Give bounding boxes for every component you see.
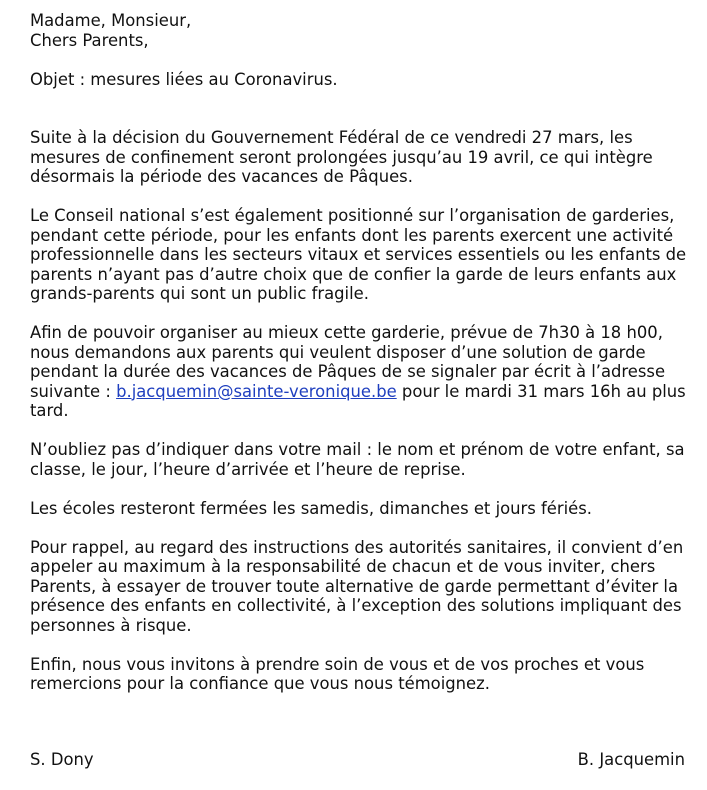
paragraph-line: grands-parents qui sont un public fragile. [30, 284, 369, 303]
paragraph-line: appeler au maximum à la responsabilité de chacun et de vous inviter, chers [30, 557, 656, 576]
paragraph-conseil [30, 206, 700, 304]
paragraph-line: classe, le jour, l’heure d’arrivée et l’heure de reprise. [30, 459, 466, 479]
paragraph-line: présence des enfants en collectivité, à l’exception des solutions impliquant des [30, 596, 682, 615]
paragraph-line: pendant la durée des vacances de Pâques de se signaler par écrit à l’adresse [30, 362, 666, 381]
paragraph-line: pendant cette période, pour les enfants dont les parents exercent une activité [30, 225, 674, 245]
paragraph-line: Enfin, nous vous invitons à prendre soin de vous et de vos proches et vous [30, 654, 645, 674]
paragraph-line: parents n’ayant pas d’autre choix que de confier la garde de leurs enfants aux [30, 264, 677, 284]
paragraph-line: Le Conseil national s’est également positionné sur l’organisation de garderies, [30, 206, 675, 225]
paragraph-line: mesures de confinement seront prolongées jusqu’au 19 avril, ce qui intègre [30, 147, 653, 167]
paragraph-fermeture [30, 499, 700, 519]
paragraph-line-email [30, 382, 700, 402]
paragraph-line: désormais la période des vacances de Pâques. [30, 167, 413, 186]
email-prefix: suivante : [30, 381, 117, 401]
paragraph-garderie [30, 323, 700, 421]
paragraph-line: tard. [30, 401, 69, 420]
subject-line: Objet : mesures liées au Coronavirus. [30, 69, 338, 89]
salutation-line: Chers Parents, [30, 30, 149, 50]
paragraph-line: remercions pour la confiance que vous nous témoignez. [30, 674, 490, 693]
paragraph-line: Pour rappel, au regard des instructions des autorités sanitaires, il convient d’en [30, 537, 684, 557]
paragraph-line: professionnelle dans les secteurs vitaux et services essentiels ou les enfants de [30, 245, 687, 264]
signature-right: B. Jacquemin [577, 750, 685, 769]
paragraph-line: Suite à la décision du Gouvernement Fédéral de ce vendredi 27 mars, les [30, 128, 633, 147]
signature-left: S. Dony [30, 750, 94, 769]
paragraph-line: Les écoles resteront fermées les samedis, dimanches et jours fériés. [30, 498, 593, 518]
signature-block [30, 750, 685, 770]
email-suffix: pour le mardi 31 mars 16h au plus [396, 381, 686, 401]
salutation-line: Madame, Monsieur, [30, 11, 192, 30]
email-link[interactable]: b.jacquemin@sainte-veronique.be [116, 381, 397, 401]
paragraph-line: Afin de pouvoir organiser au mieux cette garderie, prévue de 7h30 à 18 h00, [30, 323, 663, 342]
paragraph-line: personnes à risque. [30, 615, 192, 635]
salutation [30, 11, 700, 50]
paragraph-line: N’oubliez pas d’indiquer dans votre mail : le nom et prénom de votre enfant, sa [30, 440, 685, 459]
paragraph-closing [30, 655, 700, 694]
paragraph-line: Parents, à essayer de trouver toute alternative de garde permettant d’éviter la [30, 576, 679, 596]
paragraph-line: nous demandons aux parents qui veulent disposer d’une solution de garde [30, 342, 646, 362]
paragraph-rappel [30, 538, 700, 636]
paragraph-mail-info [30, 440, 700, 479]
paragraph-decision [30, 128, 700, 187]
letter-body [30, 11, 700, 694]
